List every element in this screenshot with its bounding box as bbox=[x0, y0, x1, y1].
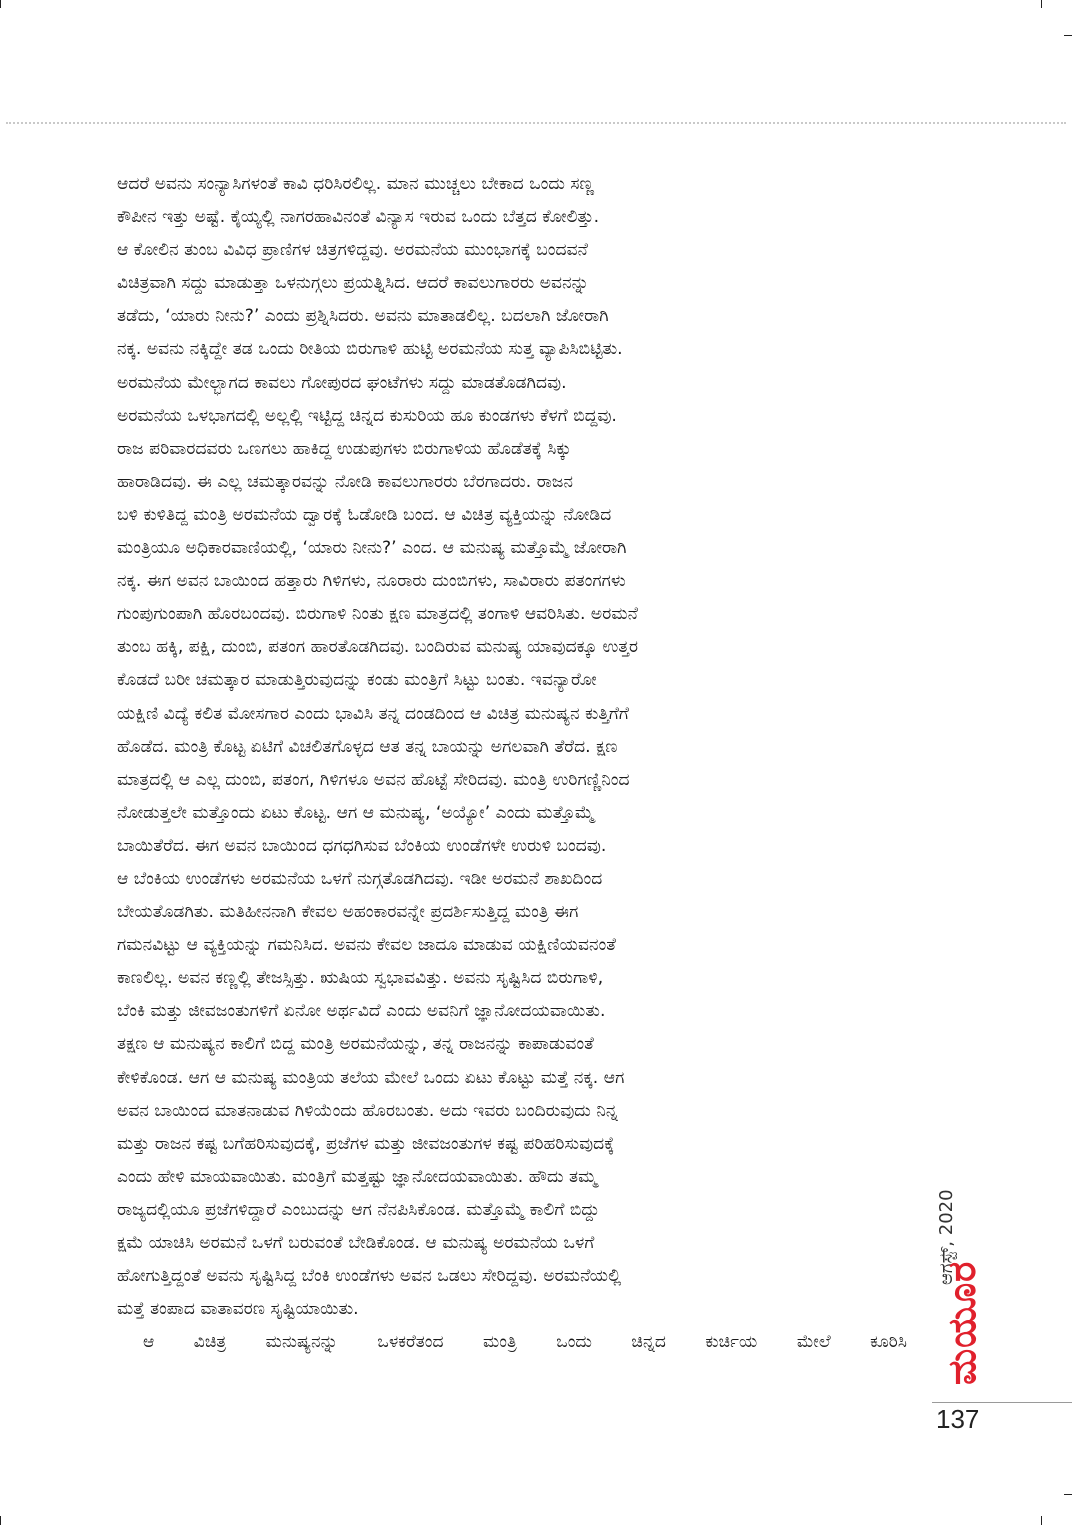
page-number: 137 bbox=[936, 1404, 980, 1434]
magazine-logo bbox=[932, 1235, 992, 1385]
issue-date: ಆಗಸ್ಟ್, 2020 bbox=[936, 1189, 957, 1285]
header-dotted-rule bbox=[6, 122, 1066, 124]
sidebar bbox=[932, 1085, 992, 1385]
magazine-name: ಮಯೂರ bbox=[940, 1260, 984, 1385]
crop-mark-top-right bbox=[1041, 0, 1042, 8]
article-body bbox=[117, 168, 907, 1390]
footer-rule bbox=[932, 1402, 1072, 1403]
paragraph-1: ಆದರೆ ಅವನು ಸಂನ್ಯಾಸಿಗಳಂತೆ ಕಾವಿ ಧರಿಸಿರಲಿಲ್ಲ. ಮಾನ ಮುಚ್ಚಲು ಬೇಕಾದ ಒಂದು ಸಣ್ಣ ಕೌಪೀನ ಇತ್ತು ಅಷ್ಟೆ. ಕೈಯ್ಯಲ್ಲಿ ನಾಗರಹಾವಿನಂತೆ ವಿನ್ಯಾಸ ಇರುವ ಒಂದು ಬೆತ್ತದ ಕೋಲಿತ್ತು. ಆ ಕೋಲಿನ ತುಂಬ ವಿವಿಧ ಪ್ರಾಣಿಗಳ ಚಿತ್ರಗಳಿದ್ದವು. ಅರಮನೆಯ ಮುಂಭಾಗಕ್ಕೆ ಬಂದವನೆ ವಿಚಿತ್ರವಾಗಿ ಸದ್ದು ಮಾಡುತ್ತಾ ಒಳನುಗ್ಗಲು ಪ್ರಯತ್ನಿಸಿದ. ಆದರೆ ಕಾವಲುಗಾರರು ಅವನನ್ನು ತಡೆದು, ‘ಯಾರು ನೀನು?’ ಎಂದು ಪ್ರಶ್ನಿಸಿದರು. ಅವನು ಮಾತಾಡಲಿಲ್ಲ. ಬದಲಾಗಿ ಜೋರಾಗಿ ನಕ್ಕ. ಅವನು ನಕ್ಕಿದ್ದೇ ತಡ ಒಂದು ರೀತಿಯ ಬಿರುಗಾಳಿ ಹುಟ್ಟಿ ಅರಮನೆಯ ಸುತ್ತ ವ್ಯಾಪಿಸಿಬಿಟ್ಟಿತು. ಅರಮನೆಯ ಮೇಲ್ಭಾಗದ ಕಾವಲು ಗೋಪುರದ ಘಂಟೆಗಳು ಸದ್ದು ಮಾಡತೊಡಗಿದವು. ಅರಮನೆಯ ಒಳಭಾಗದಲ್ಲಿ ಅಲ್ಲಲ್ಲಿ ಇಟ್ಟಿದ್ದ ಚಿನ್ನದ ಕುಸುರಿಯ ಹೂ ಕುಂಡಗಳು ಕೆಳಗೆ ಬಿದ್ದವು. ರಾಜ ಪರಿವಾರದವರು ಒಣಗಲು ಹಾಕಿದ್ದ ಉಡುಪುಗಳು ಬಿರುಗಾಳಿಯ ಹೊಡೆತಕ್ಕೆ ಸಿಕ್ಕು ಹಾರಾಡಿದವು. ಈ ಎಲ್ಲ ಚಮತ್ಕಾರವನ್ನು ನೋಡಿ ಕಾವಲುಗಾರರು ಬೆರಗಾದರು. ರಾಜನ ಬಳಿ ಕುಳಿತಿದ್ದ ಮಂತ್ರಿ ಅರಮನೆಯ ದ್ವಾರಕ್ಕೆ ಓಡೋಡಿ ಬಂದ. ಆ ವಿಚಿತ್ರ ವ್ಯಕ್ತಿಯನ್ನು ನೋಡಿದ ಮಂತ್ರಿಯೂ ಅಧಿಕಾರವಾಣಿಯಲ್ಲಿ, ‘ಯಾರು ನೀನು?’ ಎಂದ. ಆ ಮನುಷ್ಯ ಮತ್ತೊಮ್ಮೆ ಜೋರಾಗಿ ನಕ್ಕ. ಈಗ ಅವನ ಬಾಯಿಂದ ಹತ್ತಾರು ಗಿಳಿಗಳು, ನೂರಾರು ದುಂಬಿಗಳು, ಸಾವಿರಾರು ಪತಂಗಗಳು ಗುಂಪುಗುಂಪಾಗಿ ಹೊರಬಂದವು. ಬಿರುಗಾಳಿ ನಿಂತು ಕ್ಷಣ ಮಾತ್ರದಲ್ಲಿ ತಂಗಾಳಿ ಆವರಿಸಿತು. ಅರಮನೆ ತುಂಬ ಹಕ್ಕಿ, ಪಕ್ಷಿ, ದುಂಬಿ, ಪತಂಗ ಹಾರತೊಡಗಿದವು. ಬಂದಿರುವ ಮನುಷ್ಯ ಯಾವುದಕ್ಕೂ ಉತ್ತರ ಕೊಡದೆ ಬರೀ ಚಮತ್ಕಾರ ಮಾಡುತ್ತಿರುವುದನ್ನು ಕಂಡು ಮಂತ್ರಿಗೆ ಸಿಟ್ಟು ಬಂತು. ಇವನ್ಯಾರೋ ಯಕ್ಷಿಣಿ ವಿದ್ಯೆ ಕಲಿತ ಮೋಸಗಾರ ಎಂದು ಭಾವಿಸಿ ತನ್ನ ದಂಡದಿಂದ ಆ ವಿಚಿತ್ರ ಮನುಷ್ಯನ ಕುತ್ತಿಗೆಗೆ ಹೊಡೆದ. ಮಂತ್ರಿ ಕೊಟ್ಟ ಏಟಿಗೆ ವಿಚಲಿತಗೊಳ್ಳದ ಆತ ತನ್ನ ಬಾಯನ್ನು ಅಗಲವಾಗಿ ತೆರೆದ. ಕ್ಷಣ ಮಾತ್ರದಲ್ಲಿ ಆ ಎಲ್ಲ ದುಂಬಿ, ಪತಂಗ, ಗಿಳಿಗಳೂ ಅವನ ಹೊಟ್ಟೆ ಸೇರಿದವು. ಮಂತ್ರಿ ಉರಿಗಣ್ಣಿನಿಂದ ನೋಡುತ್ತಲೇ ಮತ್ತೊಂದು ಏಟು ಕೊಟ್ಟ. ಆಗ ಆ ಮನುಷ್ಯ, ‘ಅಯ್ಯೋ’ ಎಂದು ಮತ್ತೊಮ್ಮೆ ಬಾಯಿತೆರೆದ. ಈಗ ಅವನ ಬಾಯಿಂದ ಧಗಧಗಿಸುವ ಬೆಂಕಿಯ ಉಂಡೆಗಳೇ ಉರುಳಿ ಬಂದವು. ಆ ಬೆಂಕಿಯ ಉಂಡೆಗಳು ಅರಮನೆಯ ಒಳಗೆ ನುಗ್ಗತೊಡಗಿದವು. ಇಡೀ ಅರಮನೆ ಶಾಖದಿಂದ ಬೇಯತೊಡಗಿತು. ಮತಿಹೀನನಾಗಿ ಕೇವಲ ಅಹಂಕಾರವನ್ನೇ ಪ್ರದರ್ಶಿಸುತ್ತಿದ್ದ ಮಂತ್ರಿ ಈಗ ಗಮನವಿಟ್ಟು ಆ ವ್ಯಕ್ತಿಯನ್ನು ಗಮನಿಸಿದ. ಅವನು ಕೇವಲ ಜಾದೂ ಮಾಡುವ ಯಕ್ಷಿಣಿಯವನಂತೆ ಕಾಣಲಿಲ್ಲ. ಅವನ ಕಣ್ಣಲ್ಲಿ ತೇಜಸ್ಸಿತ್ತು. ಋಷಿಯ ಸ್ವಭಾವವಿತ್ತು. ಅವನು ಸೃಷ್ಟಿಸಿದ ಬಿರುಗಾಳಿ, ಬೆಂಕಿ ಮತ್ತು ಜೀವಜಂತುಗಳಿಗೆ ಏನೋ ಅರ್ಥವಿದೆ ಎಂದು ಅವನಿಗೆ ಜ್ಞಾನೋದಯವಾಯಿತು. ತಕ್ಷಣ ಆ ಮನುಷ್ಯನ ಕಾಲಿಗೆ ಬಿದ್ದ ಮಂತ್ರಿ ಅರಮನೆಯನ್ನು, ತನ್ನ ರಾಜನನ್ನು ಕಾಪಾಡುವಂತೆ ಕೇಳಿಕೊಂಡ. ಆಗ ಆ ಮನುಷ್ಯ ಮಂತ್ರಿಯ ತಲೆಯ ಮೇಲೆ ಒಂದು ಏಟು ಕೊಟ್ಟು ಮತ್ತೆ ನಕ್ಕ. ಆಗ ಅವನ ಬಾಯಿಂದ ಮಾತನಾಡುವ ಗಿಳಿಯೆಂದು ಹೊರಬಂತು. ಅದು ಇವರು ಬಂದಿರುವುದು ನಿನ್ನ ಮತ್ತು ರಾಜನ ಕಷ್ಟ ಬಗೆಹರಿಸುವುದಕ್ಕೆ, ಪ್ರಜೆಗಳ ಮತ್ತು ಜೀವಜಂತುಗಳ ಕಷ್ಟ ಪರಿಹರಿಸುವುದಕ್ಕೆ ಎಂದು ಹೇಳಿ ಮಾಯವಾಯಿತು. ಮಂತ್ರಿಗೆ ಮತ್ತಷ್ಟು ಜ್ಞಾನೋದಯವಾಯಿತು. ಹೌದು ತಮ್ಮ ರಾಜ್ಯದಲ್ಲಿಯೂ ಪ್ರಜೆಗಳಿದ್ದಾರೆ ಎಂಬುದನ್ನು ಆಗ ನೆನಪಿಸಿಕೊಂಡ. ಮತ್ತೊಮ್ಮೆ ಕಾಲಿಗೆ ಬಿದ್ದು ಕ್ಷಮೆ ಯಾಚಿಸಿ ಅರಮನೆ ಒಳಗೆ ಬರುವಂತೆ ಬೇಡಿಕೊಂಡ. ಆ ಮನುಷ್ಯ ಅರಮನೆಯ ಒಳಗೆ ಹೋಗುತ್ತಿದ್ದಂತೆ ಅವನು ಸೃಷ್ಟಿಸಿದ್ದ ಬೆಂಕಿ ಉಂಡೆಗಳು ಅವನ ಒಡಲು ಸೇರಿದ್ದವು. ಅರಮನೆಯಲ್ಲಿ ಮತ್ತೆ ತಂಪಾದ ವಾತಾವರಣ ಸೃಷ್ಟಿಯಾಯಿತು. bbox=[117, 174, 639, 1320]
crop-mark-bottom-left bbox=[0, 1516, 1, 1525]
crop-mark-top-left bbox=[0, 0, 1, 8]
paragraph-2: ಆ ವಿಚಿತ್ರ ಮನುಷ್ಯನನ್ನು ಒಳಕರೆತಂದ ಮಂತ್ರಿ ಒಂದು ಚಿನ್ನದ ಕುರ್ಚಿಯ ಮೇಲೆ ಕೂರಿಸಿ bbox=[143, 1332, 907, 1353]
crop-mark-right-lower bbox=[1064, 1494, 1072, 1495]
crop-mark-right-upper bbox=[1064, 35, 1072, 36]
crop-mark-bottom-right bbox=[1041, 1516, 1042, 1525]
